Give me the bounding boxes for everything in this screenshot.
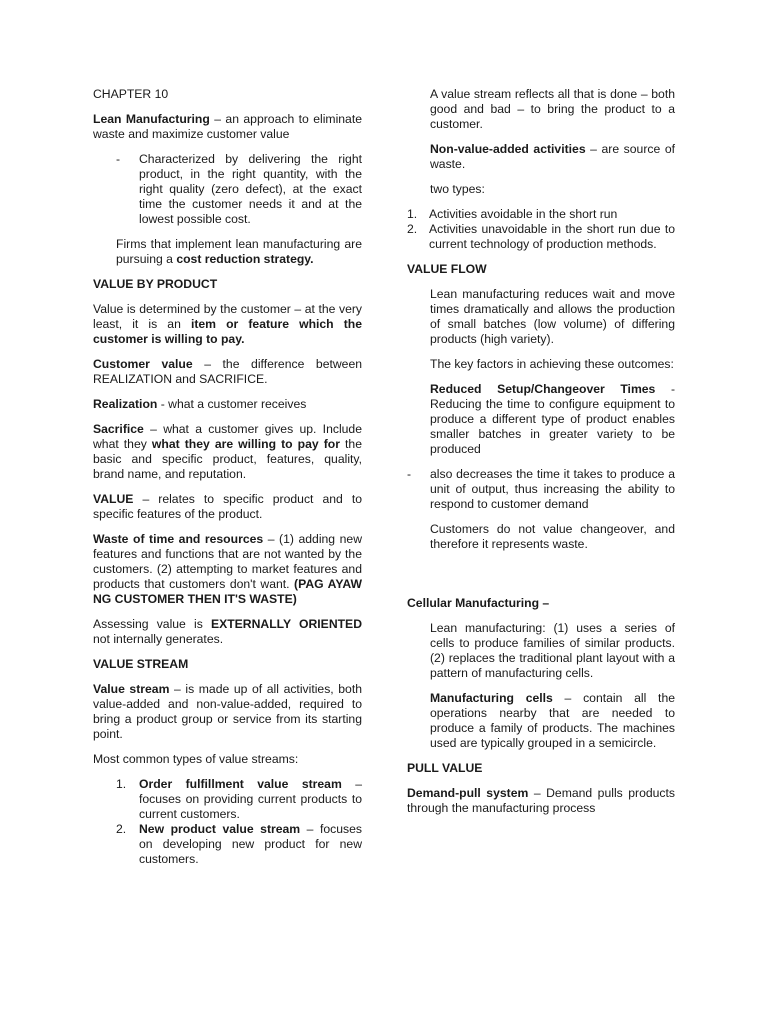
spacer: [407, 562, 675, 596]
value-stream-types-list: [93, 777, 362, 867]
lean-bullet-list: [93, 152, 362, 227]
list-item: 2. New product value stream – focuses on developing new product for new customers.: [116, 822, 362, 866]
changeover-paragraph: Customers do not value changeover, and therefore it represents waste.: [430, 522, 675, 551]
heading-value-stream: VALUE STREAM: [93, 657, 189, 671]
heading-cellular-manufacturing: Cellular Manufacturing –: [407, 596, 550, 610]
sacrifice-definition: Sacrifice – what a customer gives up. Include what they what they are willing to pay for the basic and specific product, features, quality, brand name, and reputation.: [93, 422, 362, 481]
value-stream-reflects-paragraph: A value stream reflects all that is done – both good and bad – to bring the product to a customer.: [430, 87, 675, 131]
list-item: 1. Activities avoidable in the short run: [407, 207, 618, 221]
list-item: 1. Order fulfillment value stream – focuses on providing current products to current customers.: [116, 777, 362, 821]
value-stream-definition: Value stream – is made up of all activities, both value-added and non-value-added, required to bring a product group or service from its starting point.: [93, 682, 362, 741]
lean-term: Lean Manufacturing: [93, 112, 210, 126]
key-factors-paragraph: The key factors in achieving these outcomes:: [430, 357, 674, 371]
value-definition: VALUE – relates to specific product and to specific features of the product.: [93, 492, 362, 521]
left-column: [93, 87, 362, 877]
heading-value-by-product: VALUE BY PRODUCT: [93, 277, 218, 291]
right-column: [407, 87, 675, 826]
non-value-added-types-list: [407, 207, 675, 252]
customer-value-definition: Customer value – the difference between REALIZATION and SACRIFICE.: [93, 357, 362, 386]
lean-reduces-paragraph: Lean manufacturing reduces wait and move times dramatically and allows the production of small batches (low volume) of differing products (high variety).: [430, 287, 675, 346]
cellular-definition: Lean manufacturing: (1) uses a series of cells to produce families of similar products. (2) replaces the traditional plant layout with a pattern of manufacturing cells.: [430, 621, 675, 680]
list-item: 2. Activities unavoidable in the short run due to current technology of production methods.: [407, 222, 675, 251]
non-value-added-definition: Non-value-added activities – are source of waste.: [430, 142, 675, 171]
value-determined-paragraph: Value is determined by the customer – at the very least, it is an item or feature which the customer is willing to pay.: [93, 302, 362, 346]
firms-paragraph: Firms that implement lean manufacturing are pursuing a cost reduction strategy.: [116, 237, 362, 266]
realization-definition: Realization - what a customer receives: [93, 397, 307, 411]
chapter-title: CHAPTER 10: [93, 87, 169, 101]
heading-value-flow: VALUE FLOW: [407, 262, 487, 276]
setup-bullet-list: [407, 467, 675, 512]
heading-pull-value: PULL VALUE: [407, 761, 483, 775]
assessing-value-paragraph: Assessing value is EXTERNALLY ORIENTED not internally generates.: [93, 617, 362, 646]
lean-manufacturing-definition: Lean Manufacturing – an approach to eliminate waste and maximize customer value: [93, 112, 362, 141]
common-types-label: Most common types of value streams:: [93, 752, 299, 766]
list-item: - also decreases the time it takes to produce a unit of output, thus increasing the ability to respond to customer demand: [407, 467, 675, 511]
waste-definition: Waste of time and resources – (1) adding new features and functions that are not wanted by the customers. (2) attempting to market features and products that customers don't want. (PAG AYAW NG CUSTOMER THEN IT'S WASTE): [93, 532, 362, 606]
two-types-label: two types:: [430, 182, 485, 196]
manufacturing-cells-definition: Manufacturing cells – contain all the operations nearby that are needed to produce a family of products. The machines used are typically grouped in a semicircle.: [430, 691, 675, 750]
list-item: - Characterized by delivering the right product, in the right quantity, with the right quality (zero defect), at the exact time the customer needs it and at the lowest possible cost.: [116, 152, 362, 226]
demand-pull-definition: Demand-pull system – Demand pulls products through the manufacturing process: [407, 786, 676, 815]
reduced-setup-definition: Reduced Setup/Changeover Times - Reducing the time to configure equipment to produce a different type of product enables smaller batches in greater variety to be produced: [430, 382, 675, 456]
